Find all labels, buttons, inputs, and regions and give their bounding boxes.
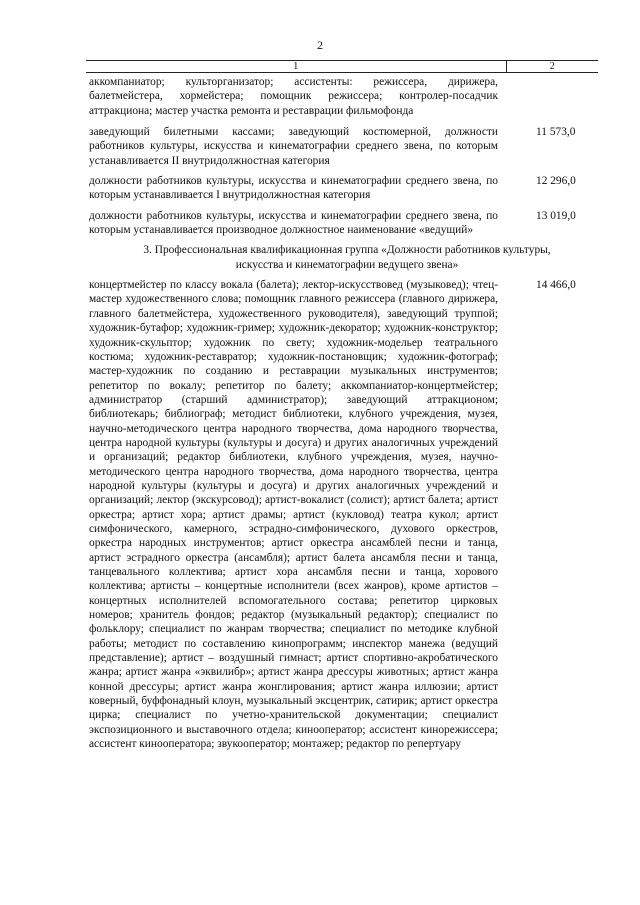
salary-value: 14 466,0: [536, 279, 576, 292]
position-list: должности работников культуры, искусства и кинематографии среднего звена, по которым устанавливается производное должностное наименование «ведущий»: [89, 209, 498, 237]
page-number: 2: [317, 38, 323, 52]
table-row: [86, 209, 598, 244]
salary-value: 13 019,0: [536, 209, 576, 222]
table-row: [86, 278, 598, 751]
salary-value: [506, 73, 598, 126]
column-header-2: 2: [506, 61, 598, 73]
position-list: заведующий билетными кассами; заведующий костюмерной, должности работников культуры, искусства и кинематографии среднего звена, по которым устанавливается II внутридолжностная категория: [89, 126, 498, 167]
salary-value: 12 296,0: [536, 175, 576, 188]
salary-value: 11 573,0: [536, 126, 576, 139]
position-list: аккомпаниатор; культорганизатор; ассистенты: режиссера, дирижера, балетмейстера, хормейстера; помощник режиссера; контролер-посадчик аттракциона; мастер участка ремонта и реставрации фильмофонда: [89, 76, 498, 117]
table-row: [86, 174, 598, 209]
position-list: должности работников культуры, искусства и кинематографии среднего звена, по которым устанавливается I внутридолжностная категория: [89, 175, 498, 202]
table-row: [86, 73, 598, 126]
group-heading: 3. Профессиональная квалификационная группа «Должности работников культуры, искусства и кинематографии ведущего звена»: [143, 244, 551, 271]
salary-table: [86, 60, 598, 751]
group-heading-row: [86, 243, 598, 278]
position-list: концертмейстер по классу вокала (балета); лектор-искусствовед (музыковед); чтец-мастер художественного слова; помощник главного режиссера (главного дирижера, главного балетмейстера, художественного руководителя), заведующий труппой; художник-бутафор; художник-гример; художник-декоратор; художник-конструктор; художник-скульптор; художник по свету; художник-модельер театрального костюма; художник-реставратор; художник-постановщик; художник-фотограф; мастер-художник по созданию и реставрации музыкальных инструментов; репетитор по вокалу; репетитор по балету; аккомпаниатор-концертмейстер; администратор (старший администратор); заведующий аттракционом; библиотекарь; библиограф; методист библиотеки, клубного учреждения, музея, научно-методического центра народного творчества, дома народного творчества, центра народной культуры (культуры и досуга) и других аналогичных учреждений и организаций; редактор библиотеки, клубного учреждения, музея, научно-методического центра народного творчества, дома народного творчества, центра народной культуры (культуры и досуга) и других аналогичных учреждений и организаций; лектор (экскурсовод); артист-вокалист (солист); артист балета; артист оркестра; артист хора; артист драмы; артист (кукловод) театра кукол; артист симфонического, камерного, эстрадно-симфонического, духового оркестров, оркестра народных инструментов; артист оркестра ансамблей песни и танца, артист эстрадного оркестра (ансамбля); артист балета ансамбля песни и танца, танцевального коллектива; артист хора ансамбля песни и танца, хорового коллектива; артисты – концертные исполнители (всех жанров), кроме артистов – концертных исполнителей вспомогательного состава; репетитор цирковых номеров; хранитель фондов; редактор (музыкальный редактор); специалист по фольклору; специалист по жанрам творчества; специалист по методике клубной работы; методист по составлению кинопрограмм; инспектор манежа (ведущий представление); артист – воздушный гимнаст; артист спортивно-акробатического жанра; артист жанра «эквилибр»; артист жанра дрессуры животных; артист жанра конной дрессуры; артист жанра жонглирования; артист жанра иллюзии; артист коверный, буффонадный клоун, музыкальный эксцентрик, сатирик; артист оркестра цирка; специалист по учетно-хранительской документации; специалист экспозиционного и выставочного отдела; кинооператор; ассистент кинорежиссера; ассистент кинооператора; звукооператор; монтажер; редактор по репертуару: [89, 279, 498, 751]
column-header-1: 1: [86, 61, 506, 73]
table-row: [86, 125, 598, 174]
table-header-row: [86, 61, 598, 73]
